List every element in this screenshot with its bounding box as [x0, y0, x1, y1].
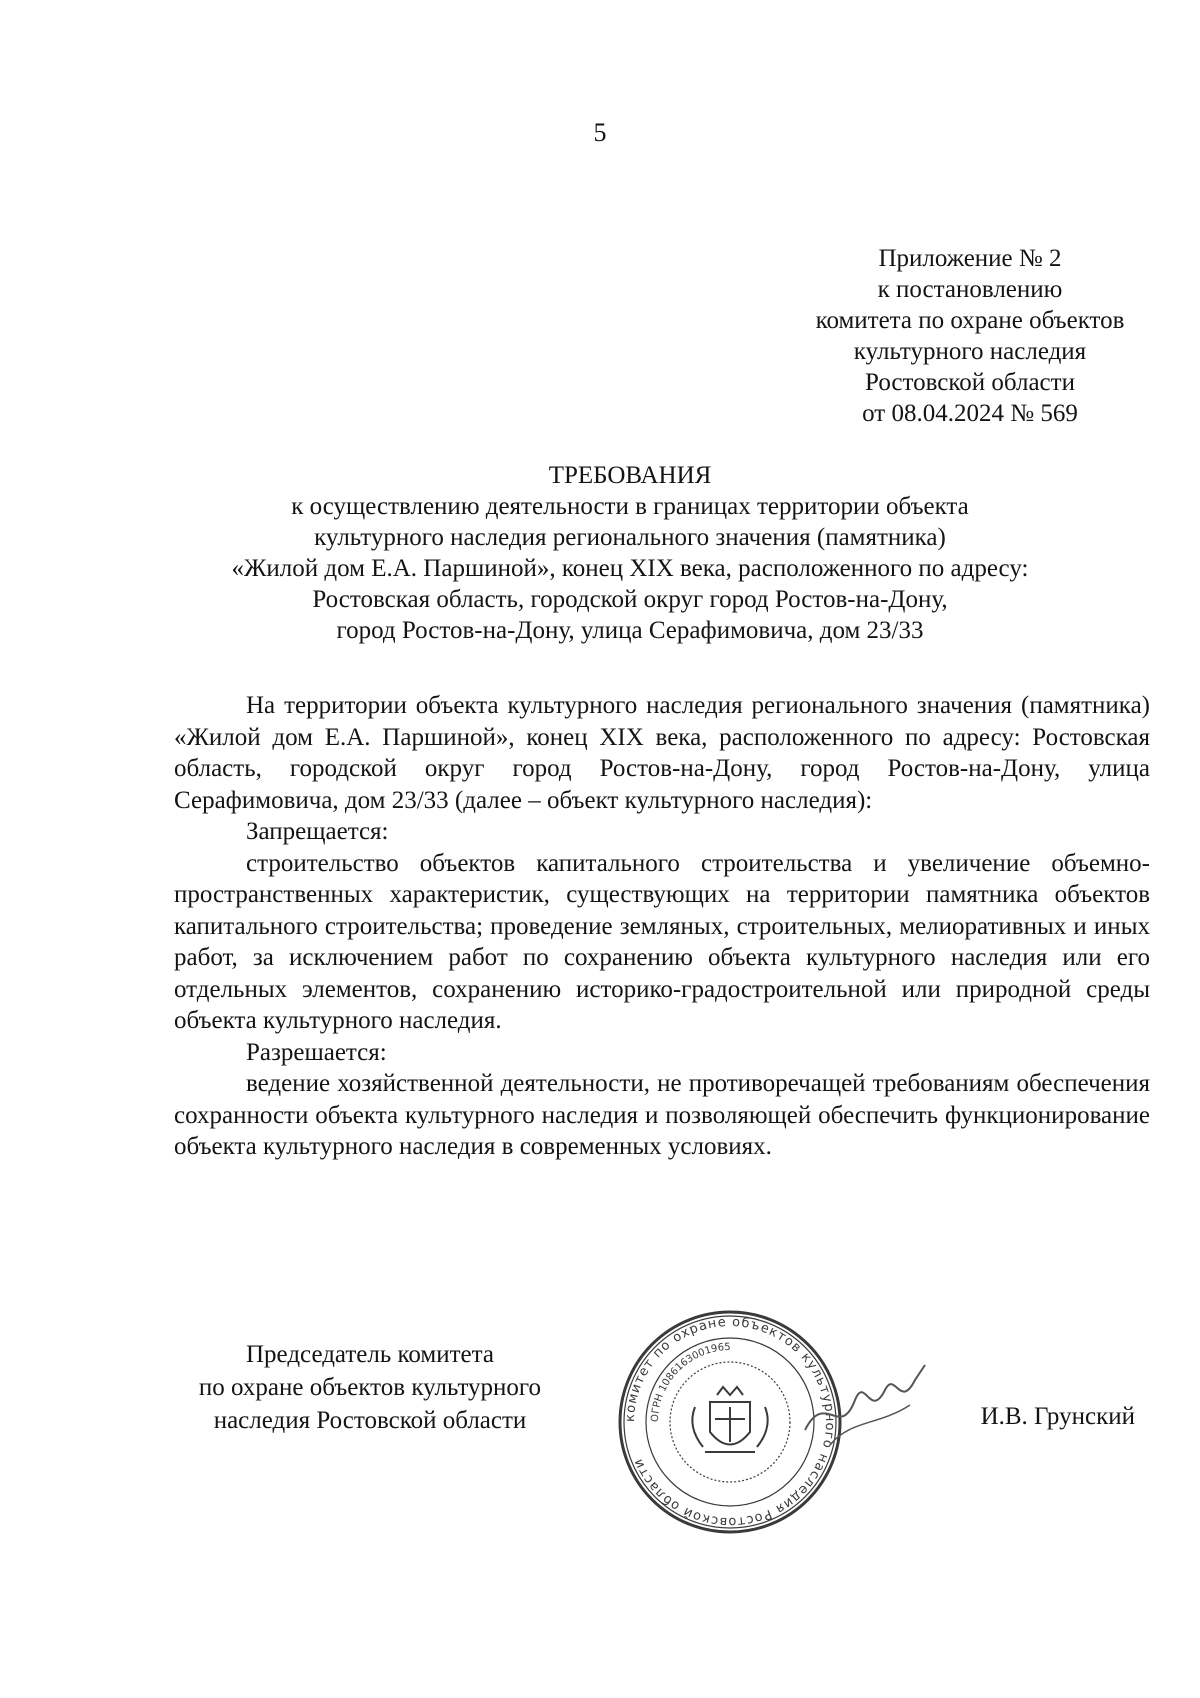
signatory-position: [150, 1338, 590, 1437]
seal-outer-text: комитет по охране объектов культурного наследия Ростовской области: [622, 1314, 838, 1530]
allowed-label: Разрешается:: [246, 1038, 387, 1066]
title-line: Ростовская область, городской округ город Ростов-на-Дону,: [312, 586, 948, 613]
page-number: 5: [593, 118, 607, 147]
appendix-line: Приложение № 2: [878, 245, 1062, 272]
seal-inner-text: ОГРН 1086163001965: [649, 1341, 731, 1423]
title-heading: ТРЕБОВАНИЯ: [548, 462, 712, 489]
prohibited-label: Запрещается:: [246, 818, 389, 845]
appendix-line: к постановлению: [877, 276, 1063, 303]
coat-of-arms-icon: [692, 1387, 767, 1452]
title-line: культурного наследия регионального значения (памятника): [314, 524, 946, 551]
position-line: по охране объектов культурного: [198, 1374, 542, 1401]
document-title: [180, 460, 1080, 646]
title-line: к осуществлению деятельности в границах территории объекта: [291, 493, 969, 520]
handwritten-signature: [800, 1350, 930, 1460]
appendix-line: культурного наследия: [853, 338, 1087, 365]
document-body: [174, 690, 1150, 1163]
position-line: наследия Ростовской области: [213, 1407, 527, 1434]
position-line: Председатель комитета: [246, 1341, 494, 1368]
intro-paragraph: На территории объекта культурного наследия регионального значения (памятника) «Жилой дом Е.А. Паршиной», конец XIX века, расположенного по адресу: Ростовская область, городской округ город Ростов-на-Дону, город Ростов-на-Дону, улица Серафимовича, дом 23/33 (далее – объект культурного наследия):: [174, 692, 1150, 814]
prohibited-paragraph: строительство объектов капитального строительства и увеличение объемно-пространственных характеристик, существующих на территории памятника объектов капитального строительства; проведение земляных, строительных, мелиоративных и иных работ, за исключением работ по сохранению объекта культурного наследия или его отдельных элементов, сохранению историко-градостроительной или природной среды объекта культурного наследия.: [174, 849, 1150, 1034]
signatory-name: И.В. Грунский: [980, 1403, 1135, 1430]
allowed-paragraph: ведение хозяйственной деятельности, не противоречащей требованиям обеспечения сохранности объекта культурного наследия и позволяющей обеспечить функционирование объекта культурного наследия в современных условиях.: [174, 1070, 1150, 1160]
title-line: город Ростов-на-Дону, улица Серафимовича, дом 23/33: [336, 617, 924, 644]
appendix-block: [750, 243, 1190, 429]
appendix-line: Ростовской области: [865, 369, 1075, 396]
appendix-line: от 08.04.2024 № 569: [862, 400, 1078, 427]
title-line: «Жилой дом Е.А. Паршиной», конец XIX века, расположенного по адресу:: [231, 555, 1029, 582]
appendix-line: комитета по охране объектов: [815, 307, 1125, 334]
